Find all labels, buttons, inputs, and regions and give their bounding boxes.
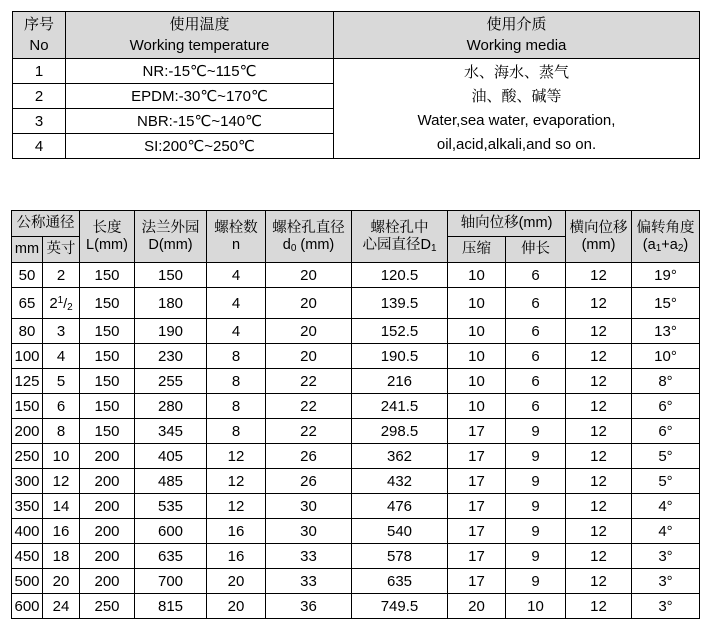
cell-lateral: 12: [566, 369, 632, 394]
cell-angle: 19°: [632, 263, 700, 288]
cell-bolt-count: 16: [207, 519, 266, 544]
header-bolt-hole-diameter: 螺栓孔直径 $d_0$ (mm): [266, 211, 352, 263]
cell-flange-od: 635: [135, 544, 207, 569]
cell-compression: 10: [448, 319, 506, 344]
cell-lateral: 12: [566, 544, 632, 569]
cell-bolt-count: 8: [207, 419, 266, 444]
cell-bolt-hole-diameter: 22: [266, 369, 352, 394]
cell-bolt-count: 16: [207, 544, 266, 569]
cell-angle: 3°: [632, 569, 700, 594]
cell-dn-mm: 350: [12, 494, 43, 519]
row-temperature: NR:-15℃~115℃: [66, 59, 334, 84]
cell-bolt-circle-diameter: 216: [352, 369, 448, 394]
media-line: oil,acid,alkali,and so on.: [436, 135, 597, 153]
cell-length: 200: [80, 519, 135, 544]
cell-length: 150: [80, 288, 135, 319]
header-lateral-displacement: 横向位移 (mm): [566, 211, 632, 263]
cell-angle: 15°: [632, 288, 700, 319]
cell-bolt-hole-diameter: 20: [266, 263, 352, 288]
cell-dn-inch: 12: [43, 469, 80, 494]
header-no: 序号 No: [13, 12, 66, 59]
cell-extension: 6: [506, 288, 566, 319]
cell-dn-mm: 50: [12, 263, 43, 288]
table-row: [13, 59, 700, 84]
row-no: 1: [13, 59, 66, 84]
media-cell: [334, 59, 700, 159]
cell-flange-od: 345: [135, 419, 207, 444]
cell-dn-inch: 18: [43, 544, 80, 569]
cell-bolt-count: 4: [207, 288, 266, 319]
row-temperature: NBR:-15℃~140℃: [66, 109, 334, 134]
cell-angle: 4°: [632, 519, 700, 544]
header-inch: 英寸: [43, 237, 80, 263]
cell-bolt-count: 12: [207, 444, 266, 469]
header-bolt-circle-diameter: 螺栓孔中 心园直径$D_1$: [352, 211, 448, 263]
table-row: [12, 494, 700, 519]
cell-compression: 10: [448, 288, 506, 319]
cell-bolt-hole-diameter: 30: [266, 519, 352, 544]
table-row: [12, 469, 700, 494]
cell-dn-mm: 450: [12, 544, 43, 569]
cell-bolt-hole-diameter: 20: [266, 319, 352, 344]
cell-flange-od: 150: [135, 263, 207, 288]
cell-bolt-circle-diameter: 120.5: [352, 263, 448, 288]
header-mm: mm: [12, 237, 43, 263]
cell-bolt-count: 20: [207, 569, 266, 594]
header-nominal-diameter: 公称通径: [12, 211, 80, 237]
cell-flange-od: 180: [135, 288, 207, 319]
cell-lateral: 12: [566, 319, 632, 344]
cell-dn-inch: 10: [43, 444, 80, 469]
cell-length: 150: [80, 263, 135, 288]
table-row: [12, 319, 700, 344]
cell-dn-inch: 20: [43, 569, 80, 594]
cell-lateral: 12: [566, 263, 632, 288]
media-line: 油、酸、碱等: [471, 87, 562, 105]
cell-lateral: 12: [566, 569, 632, 594]
header-row: [13, 12, 700, 59]
cell-extension: 9: [506, 494, 566, 519]
cell-dn-inch: 16: [43, 519, 80, 544]
cell-flange-od: 700: [135, 569, 207, 594]
cell-compression: 17: [448, 494, 506, 519]
cell-dn-inch: 4: [43, 344, 80, 369]
header-flange-od: 法兰外园 D(mm): [135, 211, 207, 263]
table-row: [12, 263, 700, 288]
cell-bolt-circle-diameter: 476: [352, 494, 448, 519]
header-media: 使用介质 Working media: [334, 12, 700, 59]
cell-angle: 3°: [632, 544, 700, 569]
table-row: [12, 288, 700, 319]
cell-dn-mm: 80: [12, 319, 43, 344]
cell-length: 150: [80, 344, 135, 369]
cell-bolt-count: 4: [207, 263, 266, 288]
header-axial-displacement: 轴向位移(mm): [448, 211, 566, 237]
cell-bolt-hole-diameter: 20: [266, 344, 352, 369]
cell-length: 200: [80, 469, 135, 494]
cell-extension: 9: [506, 519, 566, 544]
cell-bolt-hole-diameter: 22: [266, 419, 352, 444]
cell-extension: 6: [506, 263, 566, 288]
cell-extension: 6: [506, 319, 566, 344]
cell-extension: 6: [506, 344, 566, 369]
cell-length: 150: [80, 394, 135, 419]
cell-extension: 6: [506, 369, 566, 394]
cell-lateral: 12: [566, 344, 632, 369]
cell-lateral: 12: [566, 444, 632, 469]
cell-dn-mm: 125: [12, 369, 43, 394]
table-row: [12, 369, 700, 394]
cell-angle: 5°: [632, 469, 700, 494]
cell-lateral: 12: [566, 494, 632, 519]
cell-lateral: 12: [566, 469, 632, 494]
table-row: [12, 594, 700, 619]
cell-flange-od: 280: [135, 394, 207, 419]
cell-length: 150: [80, 419, 135, 444]
cell-dn-inch: 2: [43, 263, 80, 288]
cell-extension: 10: [506, 594, 566, 619]
row-no: 3: [13, 109, 66, 134]
cell-flange-od: 600: [135, 519, 207, 544]
header-length: 长度 L(mm): [80, 211, 135, 263]
cell-bolt-circle-diameter: 432: [352, 469, 448, 494]
cell-extension: 9: [506, 544, 566, 569]
table-row: [12, 544, 700, 569]
cell-length: 200: [80, 444, 135, 469]
cell-dn-mm: 200: [12, 419, 43, 444]
cell-bolt-count: 8: [207, 344, 266, 369]
header-extension: 伸长: [506, 237, 566, 263]
table-row: [12, 394, 700, 419]
cell-bolt-hole-diameter: 36: [266, 594, 352, 619]
table-row: [12, 344, 700, 369]
cell-compression: 17: [448, 544, 506, 569]
cell-angle: 3°: [632, 594, 700, 619]
cell-bolt-hole-diameter: 30: [266, 494, 352, 519]
cell-bolt-circle-diameter: 190.5: [352, 344, 448, 369]
cell-bolt-circle-diameter: 749.5: [352, 594, 448, 619]
row-temperature: SI:200℃~250℃: [66, 134, 334, 159]
cell-dn-mm: 300: [12, 469, 43, 494]
media-line: Water,sea water, evaporation,: [417, 111, 616, 129]
row-no: 4: [13, 134, 66, 159]
cell-length: 200: [80, 544, 135, 569]
cell-angle: 4°: [632, 494, 700, 519]
cell-compression: 10: [448, 369, 506, 394]
cell-bolt-hole-diameter: 26: [266, 469, 352, 494]
header-bolt-count: 螺栓数 n: [207, 211, 266, 263]
cell-bolt-hole-diameter: 33: [266, 569, 352, 594]
cell-dn-inch: 6: [43, 394, 80, 419]
cell-compression: 17: [448, 444, 506, 469]
cell-lateral: 12: [566, 519, 632, 544]
cell-bolt-count: 12: [207, 469, 266, 494]
cell-bolt-circle-diameter: 578: [352, 544, 448, 569]
table-row: [12, 444, 700, 469]
cell-length: 250: [80, 594, 135, 619]
table-row: [12, 519, 700, 544]
media-line: 水、海水、蒸气: [463, 63, 569, 81]
cell-dn-mm: 500: [12, 569, 43, 594]
header-row: [12, 211, 700, 237]
cell-bolt-hole-diameter: 26: [266, 444, 352, 469]
cell-compression: 10: [448, 394, 506, 419]
cell-extension: 9: [506, 419, 566, 444]
cell-compression: 17: [448, 519, 506, 544]
cell-bolt-count: 20: [207, 594, 266, 619]
specifications-table: [11, 210, 700, 619]
cell-length: 200: [80, 569, 135, 594]
cell-extension: 9: [506, 569, 566, 594]
cell-dn-inch: 8: [43, 419, 80, 444]
cell-bolt-circle-diameter: 540: [352, 519, 448, 544]
cell-angle: 6°: [632, 419, 700, 444]
cell-compression: 17: [448, 469, 506, 494]
header-deflection-angle: 偏转角度 $(a_1+a_2)$: [632, 211, 700, 263]
cell-dn-mm: 150: [12, 394, 43, 419]
cell-dn-mm: 250: [12, 444, 43, 469]
cell-dn-inch: 3: [43, 319, 80, 344]
cell-angle: 13°: [632, 319, 700, 344]
cell-bolt-count: 4: [207, 319, 266, 344]
cell-compression: 17: [448, 419, 506, 444]
cell-flange-od: 535: [135, 494, 207, 519]
cell-flange-od: 485: [135, 469, 207, 494]
cell-flange-od: 405: [135, 444, 207, 469]
cell-extension: 9: [506, 469, 566, 494]
cell-bolt-hole-diameter: 20: [266, 288, 352, 319]
cell-bolt-hole-diameter: 22: [266, 394, 352, 419]
cell-angle: 6°: [632, 394, 700, 419]
cell-bolt-circle-diameter: 139.5: [352, 288, 448, 319]
row-temperature: EPDM:-30℃~170℃: [66, 84, 334, 109]
cell-dn-inch: 5: [43, 369, 80, 394]
cell-dn-mm: 400: [12, 519, 43, 544]
header-compression: 压缩: [448, 237, 506, 263]
cell-angle: 10°: [632, 344, 700, 369]
cell-bolt-hole-diameter: 33: [266, 544, 352, 569]
cell-dn-mm: 600: [12, 594, 43, 619]
cell-bolt-circle-diameter: 362: [352, 444, 448, 469]
cell-angle: 5°: [632, 444, 700, 469]
cell-dn-inch: 24: [43, 594, 80, 619]
cell-flange-od: 190: [135, 319, 207, 344]
row-no: 2: [13, 84, 66, 109]
cell-angle: 8°: [632, 369, 700, 394]
cell-bolt-count: 8: [207, 394, 266, 419]
cell-bolt-circle-diameter: 152.5: [352, 319, 448, 344]
header-temperature: 使用温度 Working temperature: [66, 12, 334, 59]
cell-extension: 6: [506, 394, 566, 419]
cell-lateral: 12: [566, 419, 632, 444]
cell-flange-od: 230: [135, 344, 207, 369]
cell-bolt-count: 12: [207, 494, 266, 519]
cell-lateral: 12: [566, 394, 632, 419]
cell-length: 200: [80, 494, 135, 519]
cell-compression: 10: [448, 263, 506, 288]
cell-dn-inch: $2^1/_2$: [43, 288, 80, 319]
cell-length: 150: [80, 369, 135, 394]
cell-flange-od: 255: [135, 369, 207, 394]
table-row: [12, 419, 700, 444]
cell-lateral: 12: [566, 288, 632, 319]
cell-compression: 20: [448, 594, 506, 619]
cell-dn-inch: 14: [43, 494, 80, 519]
cell-dn-mm: 65: [12, 288, 43, 319]
cell-extension: 9: [506, 444, 566, 469]
cell-bolt-circle-diameter: 298.5: [352, 419, 448, 444]
cell-bolt-count: 8: [207, 369, 266, 394]
cell-length: 150: [80, 319, 135, 344]
table-row: [12, 569, 700, 594]
cell-dn-mm: 100: [12, 344, 43, 369]
cell-lateral: 12: [566, 594, 632, 619]
cell-compression: 10: [448, 344, 506, 369]
cell-flange-od: 815: [135, 594, 207, 619]
cell-bolt-circle-diameter: 635: [352, 569, 448, 594]
cell-compression: 17: [448, 569, 506, 594]
cell-bolt-circle-diameter: 241.5: [352, 394, 448, 419]
working-conditions-table: [12, 11, 700, 159]
